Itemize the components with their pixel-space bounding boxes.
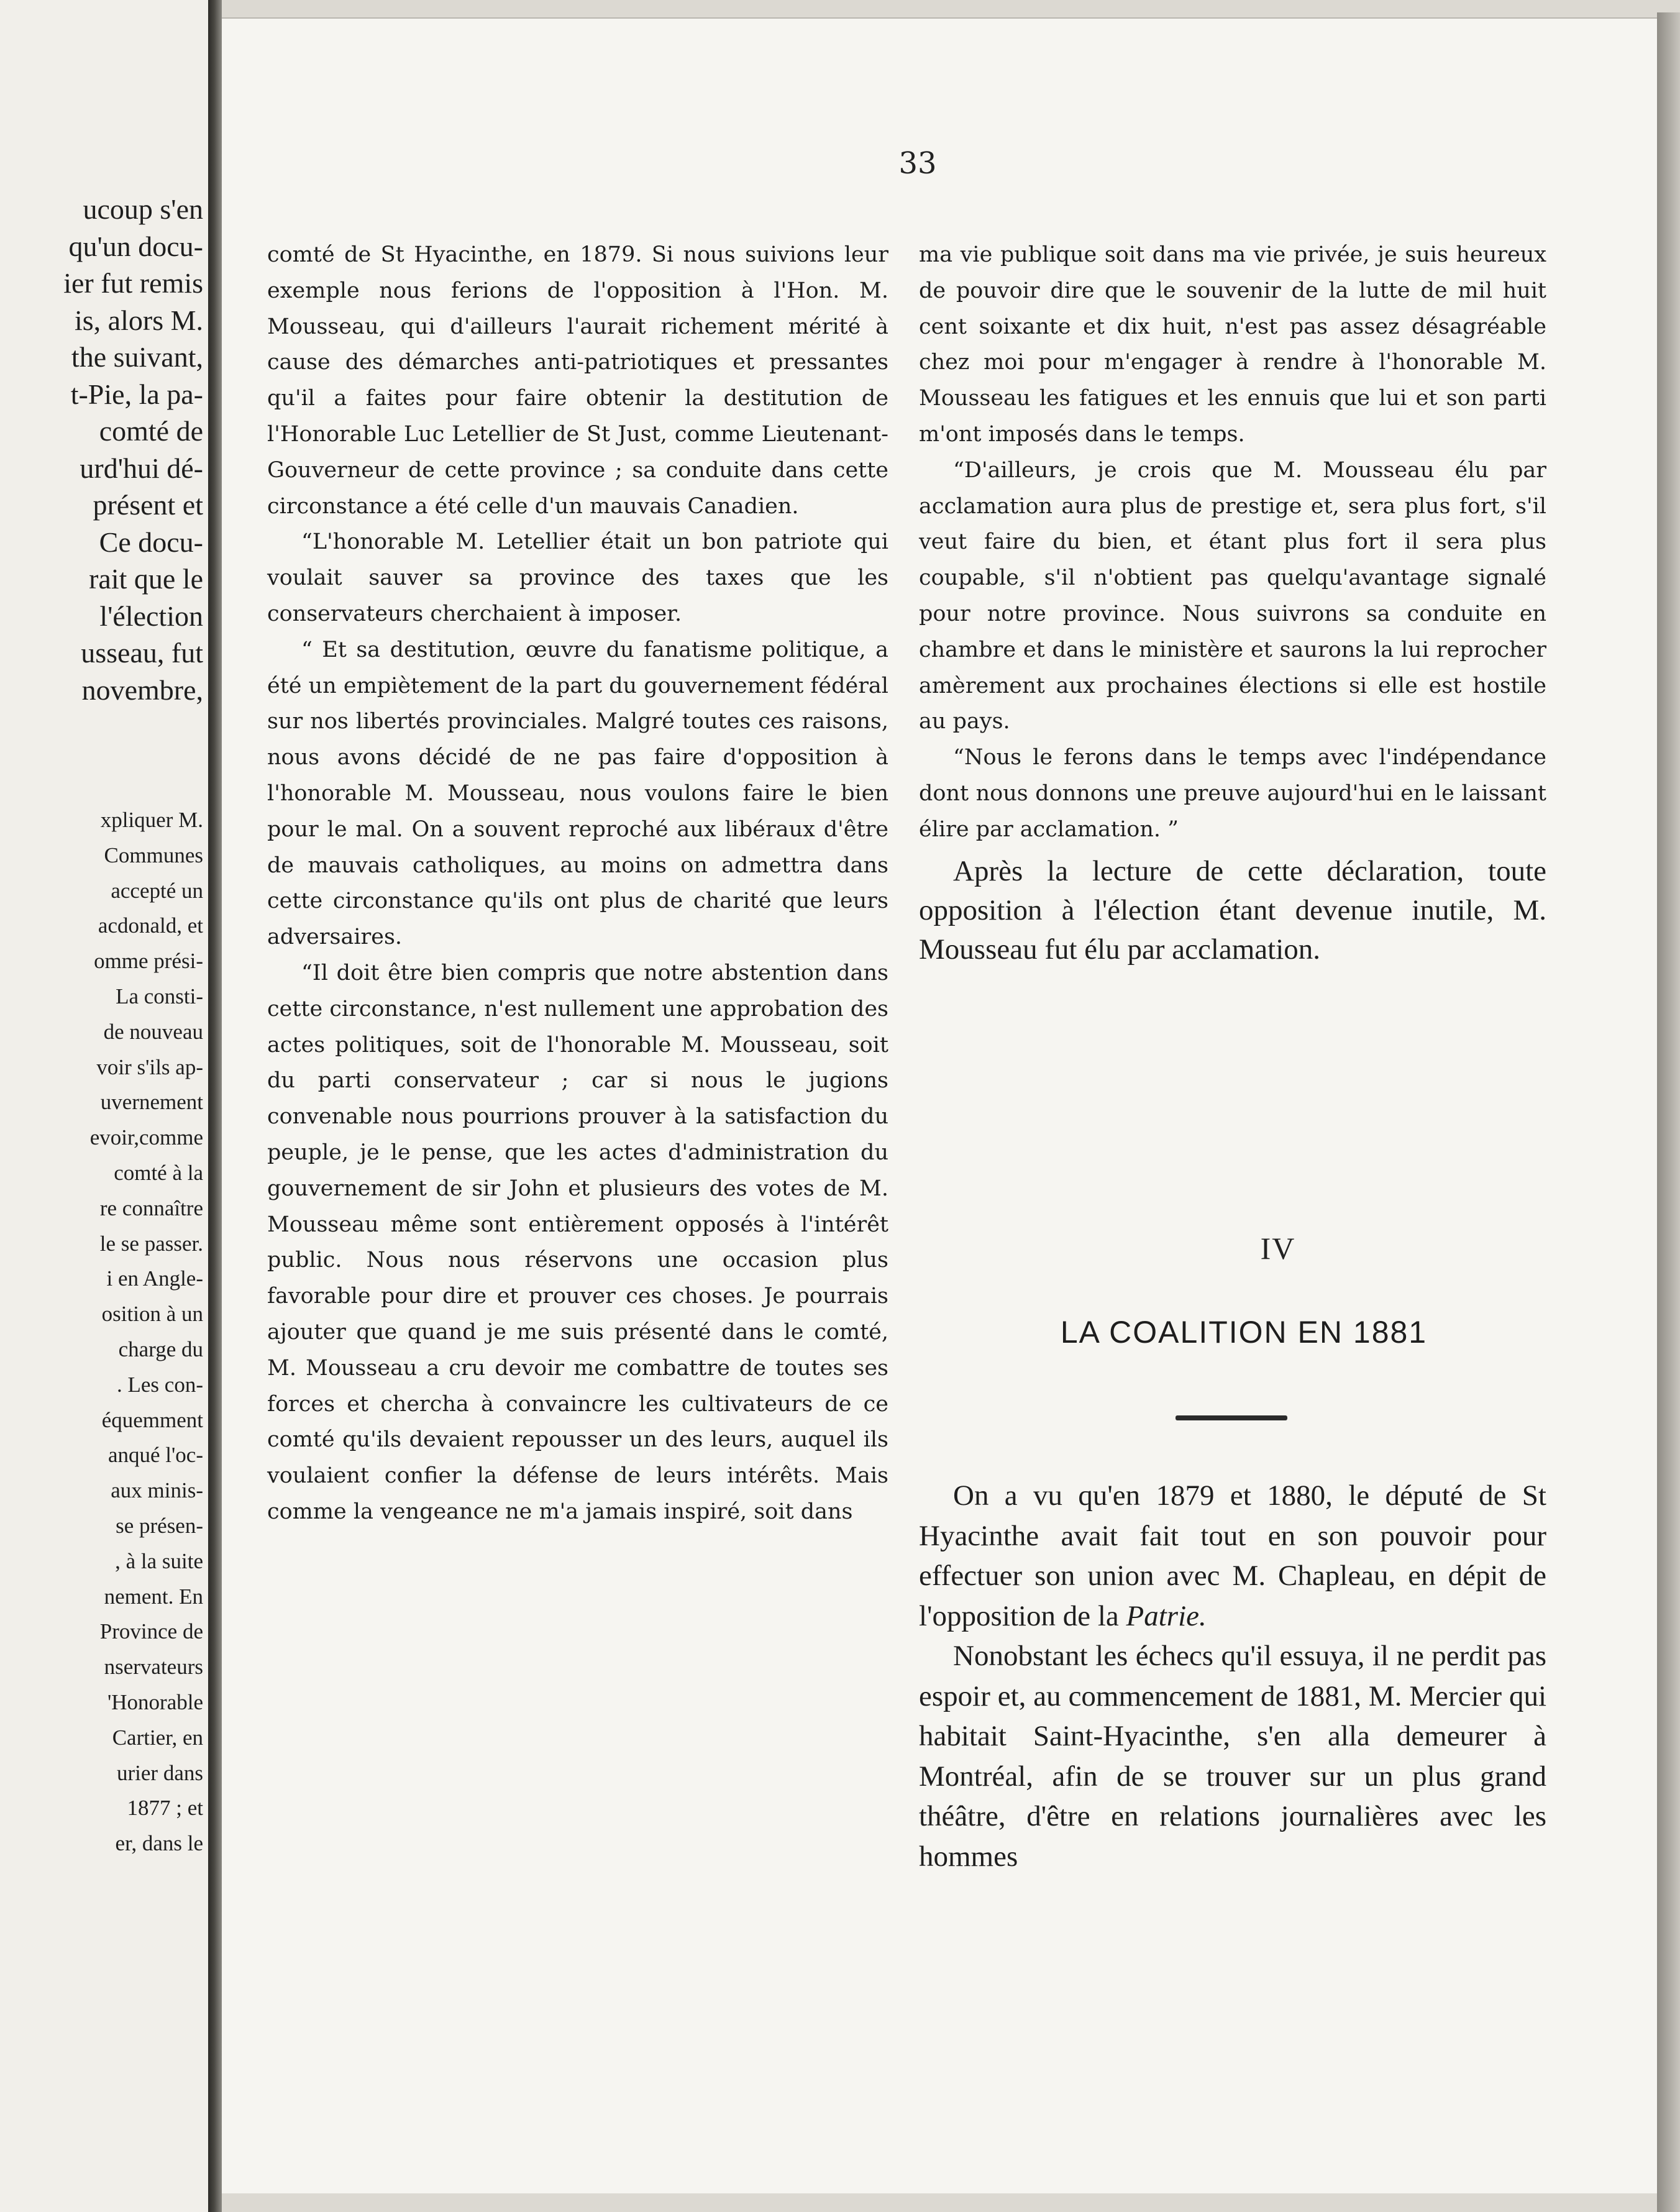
previous-page-line: se présen-	[116, 1514, 203, 1538]
previous-page-line: le se passer.	[99, 1231, 203, 1256]
book-gutter	[208, 0, 222, 2212]
previous-page-line: evoir,comme	[89, 1125, 203, 1150]
previous-page-line: osition à un	[101, 1302, 203, 1327]
previous-page-line: 'Honorable	[107, 1690, 203, 1714]
page-33	[222, 17, 1659, 2193]
previous-page-fragment	[0, 0, 208, 2212]
page-edge	[1657, 12, 1680, 2212]
previous-page-line: de nouveau	[103, 1019, 203, 1044]
election-result-paragraph: Après la lecture de cette déclaration, toute opposition à l'élection étant devenue inutile, M. Mousseau fut élu par acclamation.	[919, 854, 1546, 966]
previous-page-line: qu'un docu-	[68, 230, 203, 262]
previous-page-line: uvernement	[100, 1090, 203, 1115]
section-paragraph-2: Nonobstant les échecs qu'il essuya, il ne perdit pas espoir et, au commencement de 1881, M. Mercier qui habitait Saint-Hyacinthe, s'en alla demeurer à Montréal, afin de se trouver sur un plus grand théâtre, d'être en relations journalières avec les hommes	[919, 1640, 1546, 1873]
previous-page-line: comté de	[99, 415, 203, 447]
previous-page-line: xpliquer M.	[100, 808, 203, 832]
previous-page-line: urd'hui dé-	[80, 452, 203, 484]
previous-page-line: 1877 ; et	[127, 1796, 203, 1821]
right-column-top	[919, 237, 1546, 969]
left-column	[267, 237, 888, 1530]
previous-page-line: t-Pie, la pa-	[70, 378, 203, 410]
previous-page-line: charge du	[118, 1337, 203, 1361]
section-body	[919, 1476, 1546, 1876]
previous-page-line: présent et	[93, 489, 203, 521]
section-title: LA COALITION EN 1881	[1060, 1315, 1428, 1350]
previous-page-line: omme prési-	[94, 949, 203, 974]
previous-page-line: rait que le	[89, 563, 203, 595]
previous-page-line: anqué l'oc-	[107, 1443, 203, 1468]
previous-page-line: comté à la	[114, 1161, 203, 1185]
previous-page-line: re connaître	[99, 1195, 203, 1220]
right-column-paragraph-2: “D'ailleurs, je crois que M. Mousseau élu par acclamation aura plus de prestige et, sera plus fort, s'il veut faire du bien, et étant plus fort il sera plus coupable, s'il n'obtient pas quelqu'avantage signalé pour notre province. Nous suivrons sa conduite en chambre et dans le ministère et saurons la lui reprocher amèrement aux prochaines élections si elle est hostile au pays.	[919, 457, 1546, 734]
previous-page-line: ier fut remis	[63, 267, 203, 299]
section-paragraph-1	[919, 1476, 1546, 1636]
section-numeral: IV	[1260, 1231, 1296, 1266]
previous-page-line: Communes	[104, 843, 203, 867]
previous-page-line: Ce docu-	[99, 526, 203, 558]
previous-page-line: acdonald, et	[98, 913, 203, 938]
previous-page-line: accepté un	[111, 878, 203, 903]
right-column-paragraph-3: “Nous le ferons dans le temps avec l'indépendance dont nous donnons une preuve aujourd'hui en le laissant élire par acclamation. ”	[919, 745, 1546, 842]
left-column-paragraph-2: “L'honorable M. Letellier était un bon patriote qui voulait sauver sa province des taxes que les conservateurs cherchaient à imposer.	[267, 529, 888, 626]
previous-page-line: voir s'ils ap-	[96, 1054, 203, 1079]
previous-page-line: nservateurs	[104, 1655, 203, 1680]
previous-page-line: Province de	[99, 1619, 203, 1644]
page-number: 33	[898, 146, 937, 181]
left-column-paragraph-4: “Il doit être bien compris que notre abstention dans cette circonstance, n'est nullement une approbation des actes politiques, soit de l'honorable M. Mousseau, soit du parti conservateur ; car si nous le jugions convenable nous pourrions prouver à la satisfaction du peuple, je le pense, que les actes d'administration du gouvernement de sir John et plusieurs des votes de M. Mousseau même sont entièrement opposés à l'intérêt public. Nous nous réservons une occasion plus favorable pour dire et prouver ces choses. Je pourrais ajouter que quand je me suis présenté dans le comté, M. Mousseau a cru devoir me combattre de toutes ses forces et chercha à convaincre les cultivateurs de ce comté qu'ils devaient repousser un des leurs, auquel ils voulaient confier la défense de leurs intérêts. Mais comme la vengeance ne m'a jamais inspiré, soit dans	[267, 960, 888, 1524]
previous-page-line: is, alors M.	[75, 304, 203, 336]
previous-page-line: er, dans le	[115, 1831, 203, 1856]
right-column-paragraph-1: ma vie publique soit dans ma vie privée, je suis heureux de pouvoir dire que le souvenir de la lutte de mil huit cent soixante et dix huit, n'est pas assez désagréable chez moi pour m'engager à rendre à l'honorable M. Mousseau les fatigues et les ennuis que lui et son parti m'ont imposés dans le temps.	[919, 242, 1546, 447]
section-divider-rule	[1176, 1415, 1287, 1420]
previous-page-line: urier dans	[117, 1760, 203, 1785]
previous-page-line: aux minis-	[111, 1478, 203, 1503]
previous-page-line: . Les con-	[117, 1372, 203, 1397]
section-paragraph-1-text: On a vu qu'en 1879 et 1880, le député de St Hyacinthe avait fait tout en son pouvoir pour effectuer son union avec M. Chapleau, en dépit de l'opposition de la	[919, 1479, 1546, 1632]
previous-page-line: usseau, fut	[81, 637, 203, 669]
previous-page-line: , à la suite	[115, 1548, 203, 1573]
previous-page-line: ucoup s'en	[83, 193, 203, 225]
previous-page-line: La consti-	[116, 984, 203, 1008]
previous-page-line: équemment	[101, 1407, 203, 1432]
left-column-paragraph-1: comté de St Hyacinthe, en 1879. Si nous suivions leur exemple nous ferions de l'opposition à l'Hon. M. Mousseau, qui d'ailleurs l'aurait richement mérité à cause des démarches anti-patriotiques et pressantes qu'il a faites pour faire obtenir la destitution de l'Honorable Luc Letellier de St Just, comme Lieutenant-Gouverneur de cette province ; sa conduite dans cette circonstance a été celle d'un mauvais Canadien.	[267, 242, 888, 519]
previous-page-line: l'élection	[99, 600, 203, 632]
previous-page-line: the suivant,	[71, 341, 203, 373]
previous-page-line: nement. En	[104, 1584, 203, 1609]
patrie-italic: Patrie.	[1126, 1599, 1207, 1632]
left-column-paragraph-3: “ Et sa destitution, œuvre du fanatisme politique, a été un empiètement de la part du gouvernement fédéral sur nos libertés provinciales. Malgré toutes ces raisons, nous avons décidé de ne pas faire d'opposition à l'honorable M. Mousseau, nous voulons faire le bien pour le mal. On a souvent reproché aux libéraux d'être de mauvais catholiques, au moins on admettra dans cette circonstance qu'ils ont plus de charité que leurs adversaires.	[267, 637, 888, 950]
previous-page-line: novembre,	[81, 674, 203, 706]
previous-page-line: i en Angle-	[106, 1266, 203, 1291]
previous-page-line: Cartier, en	[112, 1725, 203, 1750]
